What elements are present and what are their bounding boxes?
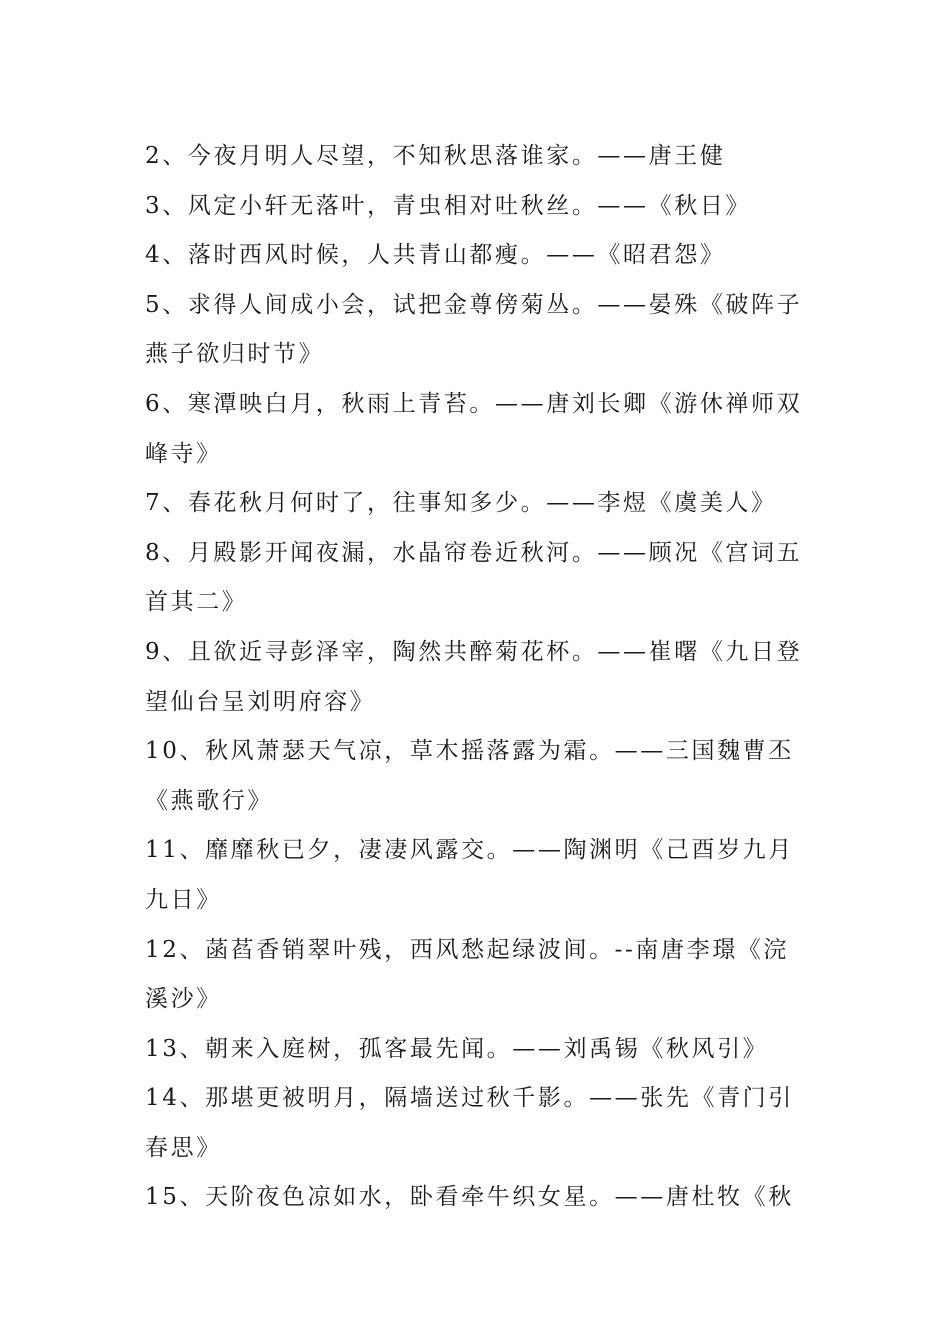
- text-line: 燕子欲归时节》: [145, 341, 325, 368]
- text-line: 5、求得人间成小会，试把金尊傍菊丛。——晏殊《破阵子: [145, 291, 803, 318]
- text-line: 春思》: [145, 1134, 222, 1161]
- text-line: 4、落时西风时候，人共青山都瘦。——《昭君怨》: [145, 242, 726, 269]
- text-line: 《燕歌行》: [145, 787, 273, 814]
- text-line: 10、秋风萧瑟天气凉，草木摇落露为霜。——三国魏曹丕: [145, 738, 794, 765]
- text-line: 首其二》: [145, 589, 248, 616]
- text-line: 12、菡萏香销翠叶残，西风愁起绿波间。--南唐李璟《浣: [145, 936, 790, 963]
- text-line: 九日》: [145, 886, 222, 913]
- text-line: 9、且欲近寻彭泽宰，陶然共醉菊花杯。——崔曙《九日登: [145, 638, 803, 665]
- text-line: 6、寒潭映白月，秋雨上青苔。——唐刘长卿《游休禅师双: [145, 390, 803, 417]
- text-line: 8、月殿影开闻夜漏，水晶帘卷近秋河。——顾况《宫词五: [145, 539, 803, 566]
- poem-list: [145, 132, 810, 1223]
- text-line: 13、朝来入庭树，孤客最先闻。——刘禹锡《秋风引》: [145, 1035, 769, 1062]
- text-line: 7、春花秋月何时了，往事知多少。——李煜《虞美人》: [145, 490, 777, 517]
- text-line: 2、今夜月明人尽望，不知秋思落谁家。——唐王健: [145, 143, 726, 169]
- text-line: 峰寺》: [145, 440, 222, 467]
- text-line: 15、天阶夜色凉如水，卧看牵牛织女星。——唐杜牧《秋: [145, 1184, 794, 1211]
- text-line: 望仙台呈刘明府容》: [145, 688, 376, 715]
- text-line: 溪沙》: [145, 986, 222, 1013]
- text-line: 14、那堪更被明月，隔墙送过秋千影。——张先《青门引: [145, 1085, 794, 1112]
- text-line: 11、靡靡秋已夕，凄凄风露交。——陶渊明《己酉岁九月: [145, 837, 794, 864]
- text-line: 3、风定小轩无落叶，青虫相对吐秋丝。——《秋日》: [145, 192, 752, 219]
